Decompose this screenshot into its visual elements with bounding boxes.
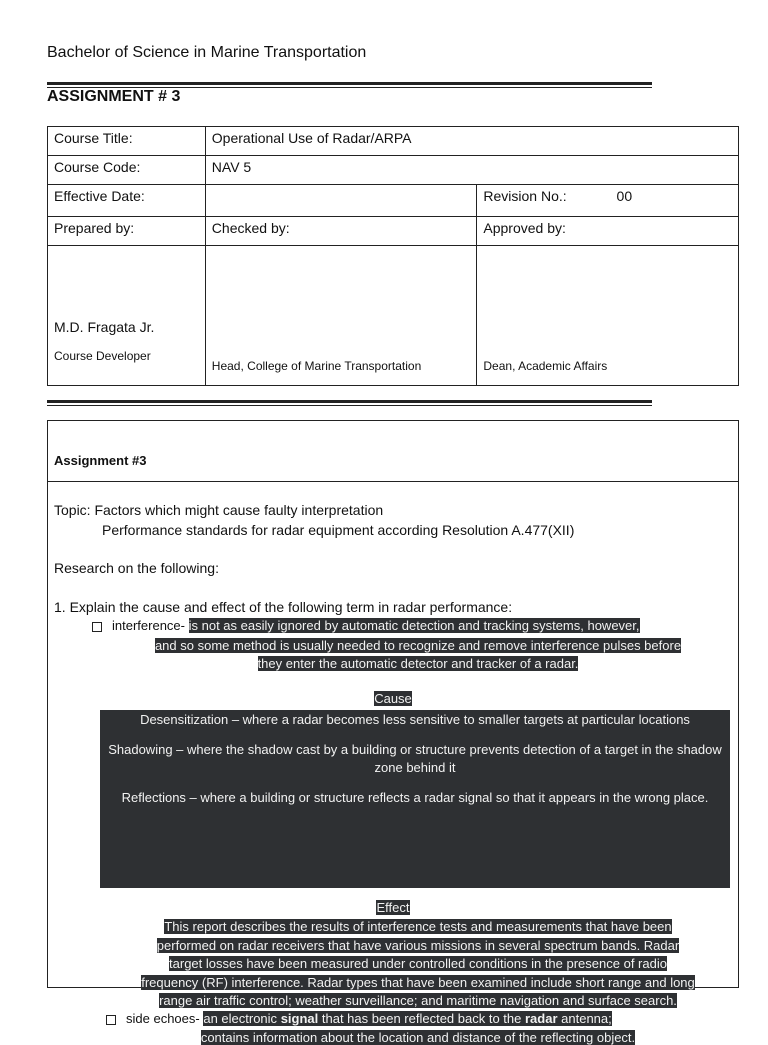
side-echoes-line-1: an electronic signal that has been reflected back to the radar antenna; bbox=[203, 1011, 612, 1026]
bullet-square-icon bbox=[92, 622, 102, 632]
developer-cell bbox=[48, 246, 206, 386]
cause-reflections: Reflections – where a building or structure reflects a radar signal so that it appears in the wrong place. bbox=[121, 790, 709, 805]
prepared-label: Prepared by: bbox=[48, 217, 206, 246]
cause-heading-wrap bbox=[48, 691, 738, 706]
course-title-value: Operational Use of Radar/ARPA bbox=[205, 127, 738, 156]
developer-name: M.D. Fragata Jr. bbox=[54, 319, 155, 335]
effect-heading-wrap bbox=[48, 900, 738, 915]
course-code-label: Course Code: bbox=[48, 156, 206, 185]
cause-shadowing: Shadowing – where the shadow cast by a building or structure prevents detection of a target in the shadow zone behind it bbox=[108, 742, 722, 775]
course-info-table bbox=[47, 126, 739, 386]
effective-date-label: Effective Date: bbox=[48, 185, 206, 217]
bullet-square-icon bbox=[106, 1015, 116, 1025]
effect-line-5: range air traffic control; weather surveillance; and maritime navigation and surface search. bbox=[159, 993, 677, 1008]
interference-line-1: is not as easily ignored by automatic detection and tracking systems, however, bbox=[188, 618, 640, 633]
topic-line-2: Performance standards for radar equipment according Resolution A.477(XII) bbox=[102, 522, 575, 538]
revision-label: Revision No.: bbox=[483, 188, 567, 204]
interference-continued bbox=[98, 637, 738, 673]
checker-role: Head, College of Marine Transportation bbox=[205, 246, 477, 386]
side-echoes-item bbox=[106, 1011, 612, 1026]
research-line: Research on the following: bbox=[54, 560, 219, 576]
cause-block bbox=[100, 710, 730, 888]
side-echoes-continued bbox=[98, 1030, 738, 1045]
effect-heading: Effect bbox=[376, 900, 410, 915]
topic-line-1: Topic: Factors which might cause faulty interpretation bbox=[54, 502, 384, 518]
approver-role: Dean, Academic Affairs bbox=[477, 246, 739, 386]
interference-line-3: they enter the automatic detector and tracker of a radar. bbox=[257, 656, 579, 671]
developer-role: Course Developer bbox=[54, 349, 151, 363]
revision-value: 00 bbox=[616, 188, 633, 204]
assignment-heading: Assignment #3 bbox=[54, 453, 147, 468]
checked-label: Checked by: bbox=[205, 217, 477, 246]
side-echoes-line-2: contains information about the location and distance of the reflecting object. bbox=[200, 1030, 636, 1045]
effective-date-value bbox=[205, 185, 477, 217]
question-1: 1. Explain the cause and effect of the following term in radar performance: bbox=[54, 599, 513, 615]
program-title: Bachelor of Science in Marine Transportation bbox=[47, 44, 367, 61]
cause-heading: Cause bbox=[374, 691, 412, 706]
effect-line-3: target losses have been measured under controlled conditions in the presence of radio bbox=[169, 956, 667, 971]
side-echoes-term: side echoes- bbox=[126, 1011, 200, 1026]
assignment-box bbox=[47, 420, 739, 1045]
assignment-header bbox=[48, 421, 738, 482]
divider-bottom bbox=[47, 400, 652, 406]
approved-label: Approved by: bbox=[477, 217, 739, 246]
interference-term: interference- bbox=[112, 618, 185, 633]
effect-line-2: performed on radar receivers that have various missions in several spectrum bands. Radar bbox=[156, 937, 680, 953]
revision-cell bbox=[477, 185, 739, 217]
assignment-title: ASSIGNMENT # 3 bbox=[47, 88, 181, 105]
interference-item bbox=[92, 618, 640, 633]
effect-line-4: frequency (RF) interference. Radar types that have been examined include short range and long bbox=[141, 974, 695, 990]
course-title-label: Course Title: bbox=[48, 127, 206, 156]
cause-desensitization: Desensitization – where a radar becomes less sensitive to smaller targets at particular locations bbox=[140, 712, 690, 727]
interference-line-2: and so some method is usually needed to recognize and remove interference pulses before bbox=[154, 638, 682, 653]
effect-line-1: This report describes the results of interference tests and measurements that have been bbox=[164, 919, 672, 934]
effect-block bbox=[98, 918, 738, 1011]
course-code-value: NAV 5 bbox=[205, 156, 738, 185]
